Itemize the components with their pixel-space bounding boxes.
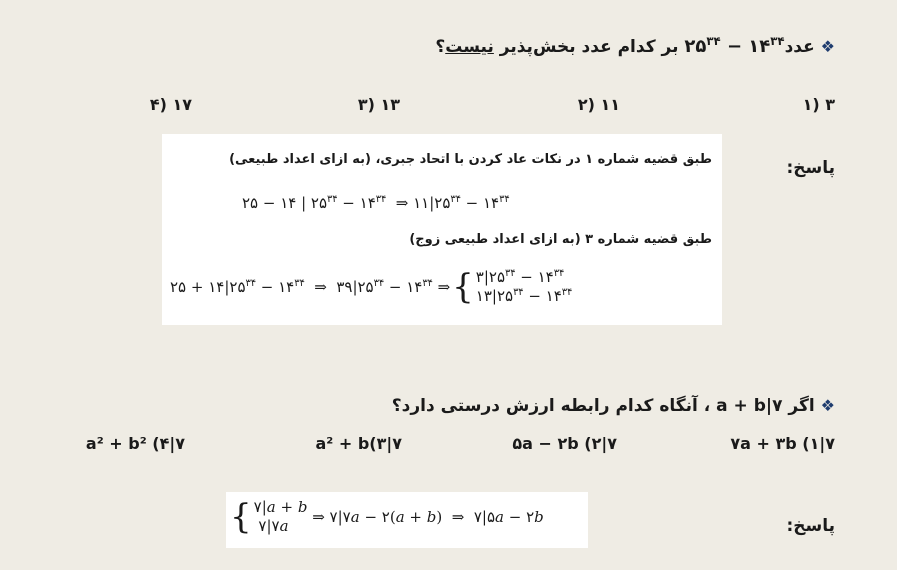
q1-answer-math-2: ۲۵ + $۱۴|۲۵^{۳۴}$ − $۱۴^{۳۴}$ ⇒ $۳۹|۲۵^{۳۴}$ − $۱۴^{۳۴}$ ⇒ { $۳|۲۵^{۳۴}$ − $۱۴^{۳۴}$ $۱۳|۲۵^{۳۴}$ − $۱۴^{۳۴}$	[170, 266, 573, 307]
question-1-underlined: نیست	[445, 37, 494, 57]
question-1-expression: $۲۵^{۳۴}$ − $۱۴^{۳۴}$	[684, 34, 785, 57]
q1-option-2[interactable]: ۱۱ (۲	[577, 95, 620, 114]
left-brace-icon: {	[452, 266, 474, 307]
q1-option-1[interactable]: ۳ (۱	[802, 95, 835, 114]
question-2-text: اگر ۷|a + b ، آنگاه کدام رابطه ارزش درستی دارد؟	[391, 396, 815, 416]
q2-option-1[interactable]: ۷|۷a + ۳b (۱	[730, 434, 835, 453]
bullet-icon: ❖	[820, 37, 835, 56]
left-brace-icon: {	[230, 496, 252, 537]
question-1-middle: بر کدام عدد بخش‌پذیر	[499, 37, 679, 57]
q1-answer-line-2: طبق قضیه شماره ۳ (به ازای اعداد طبیعی زوج)	[409, 232, 712, 247]
q1-answer-line-1: طبق قضیه شماره ۱ در نکات عاد کردن با اتحاد جبری، (به ازای اعداد طبیعی)	[229, 152, 712, 167]
q2-answer-label: پاسخ:	[786, 516, 835, 536]
question-2	[392, 396, 835, 416]
question-1-prefix: عدد	[784, 37, 815, 57]
q1-answer-label: پاسخ:	[786, 158, 835, 178]
question-1: ❖ $عدد۲۵^{۳۴}$ − $۱۴^{۳۴}$ بر کدام عدد بخش‌پذیر نیست؟	[435, 34, 835, 57]
q2-answer-panel	[226, 492, 588, 548]
q2-option-2[interactable]: ۷|۵a − ۲b (۲	[512, 434, 617, 453]
q1-answer-panel	[162, 134, 722, 325]
bullet-icon: ❖	[820, 396, 835, 415]
q2-option-3[interactable]: ۷|a² + b(۳	[315, 434, 402, 453]
q1-option-4[interactable]: ۱۷ (۴	[149, 95, 192, 114]
q2-answer-math: { ۷|a + b ۷|۷a ⇒ ۷|۷a − ۲(a + b) ⇒ ۷|۵a − ۲b	[230, 496, 544, 537]
q1-answer-math-1: ۲۵ − ۱۴ | $۲۵^{۳۴}$ − $۱۴^{۳۴}$ ⇒ $۱۱|۲۵^{۳۴}$ − $۱۴^{۳۴}$	[242, 194, 510, 212]
q2-option-4[interactable]: ۷|a² + b² (۴	[85, 434, 185, 453]
q1-option-3[interactable]: ۱۳ (۳	[357, 95, 400, 114]
